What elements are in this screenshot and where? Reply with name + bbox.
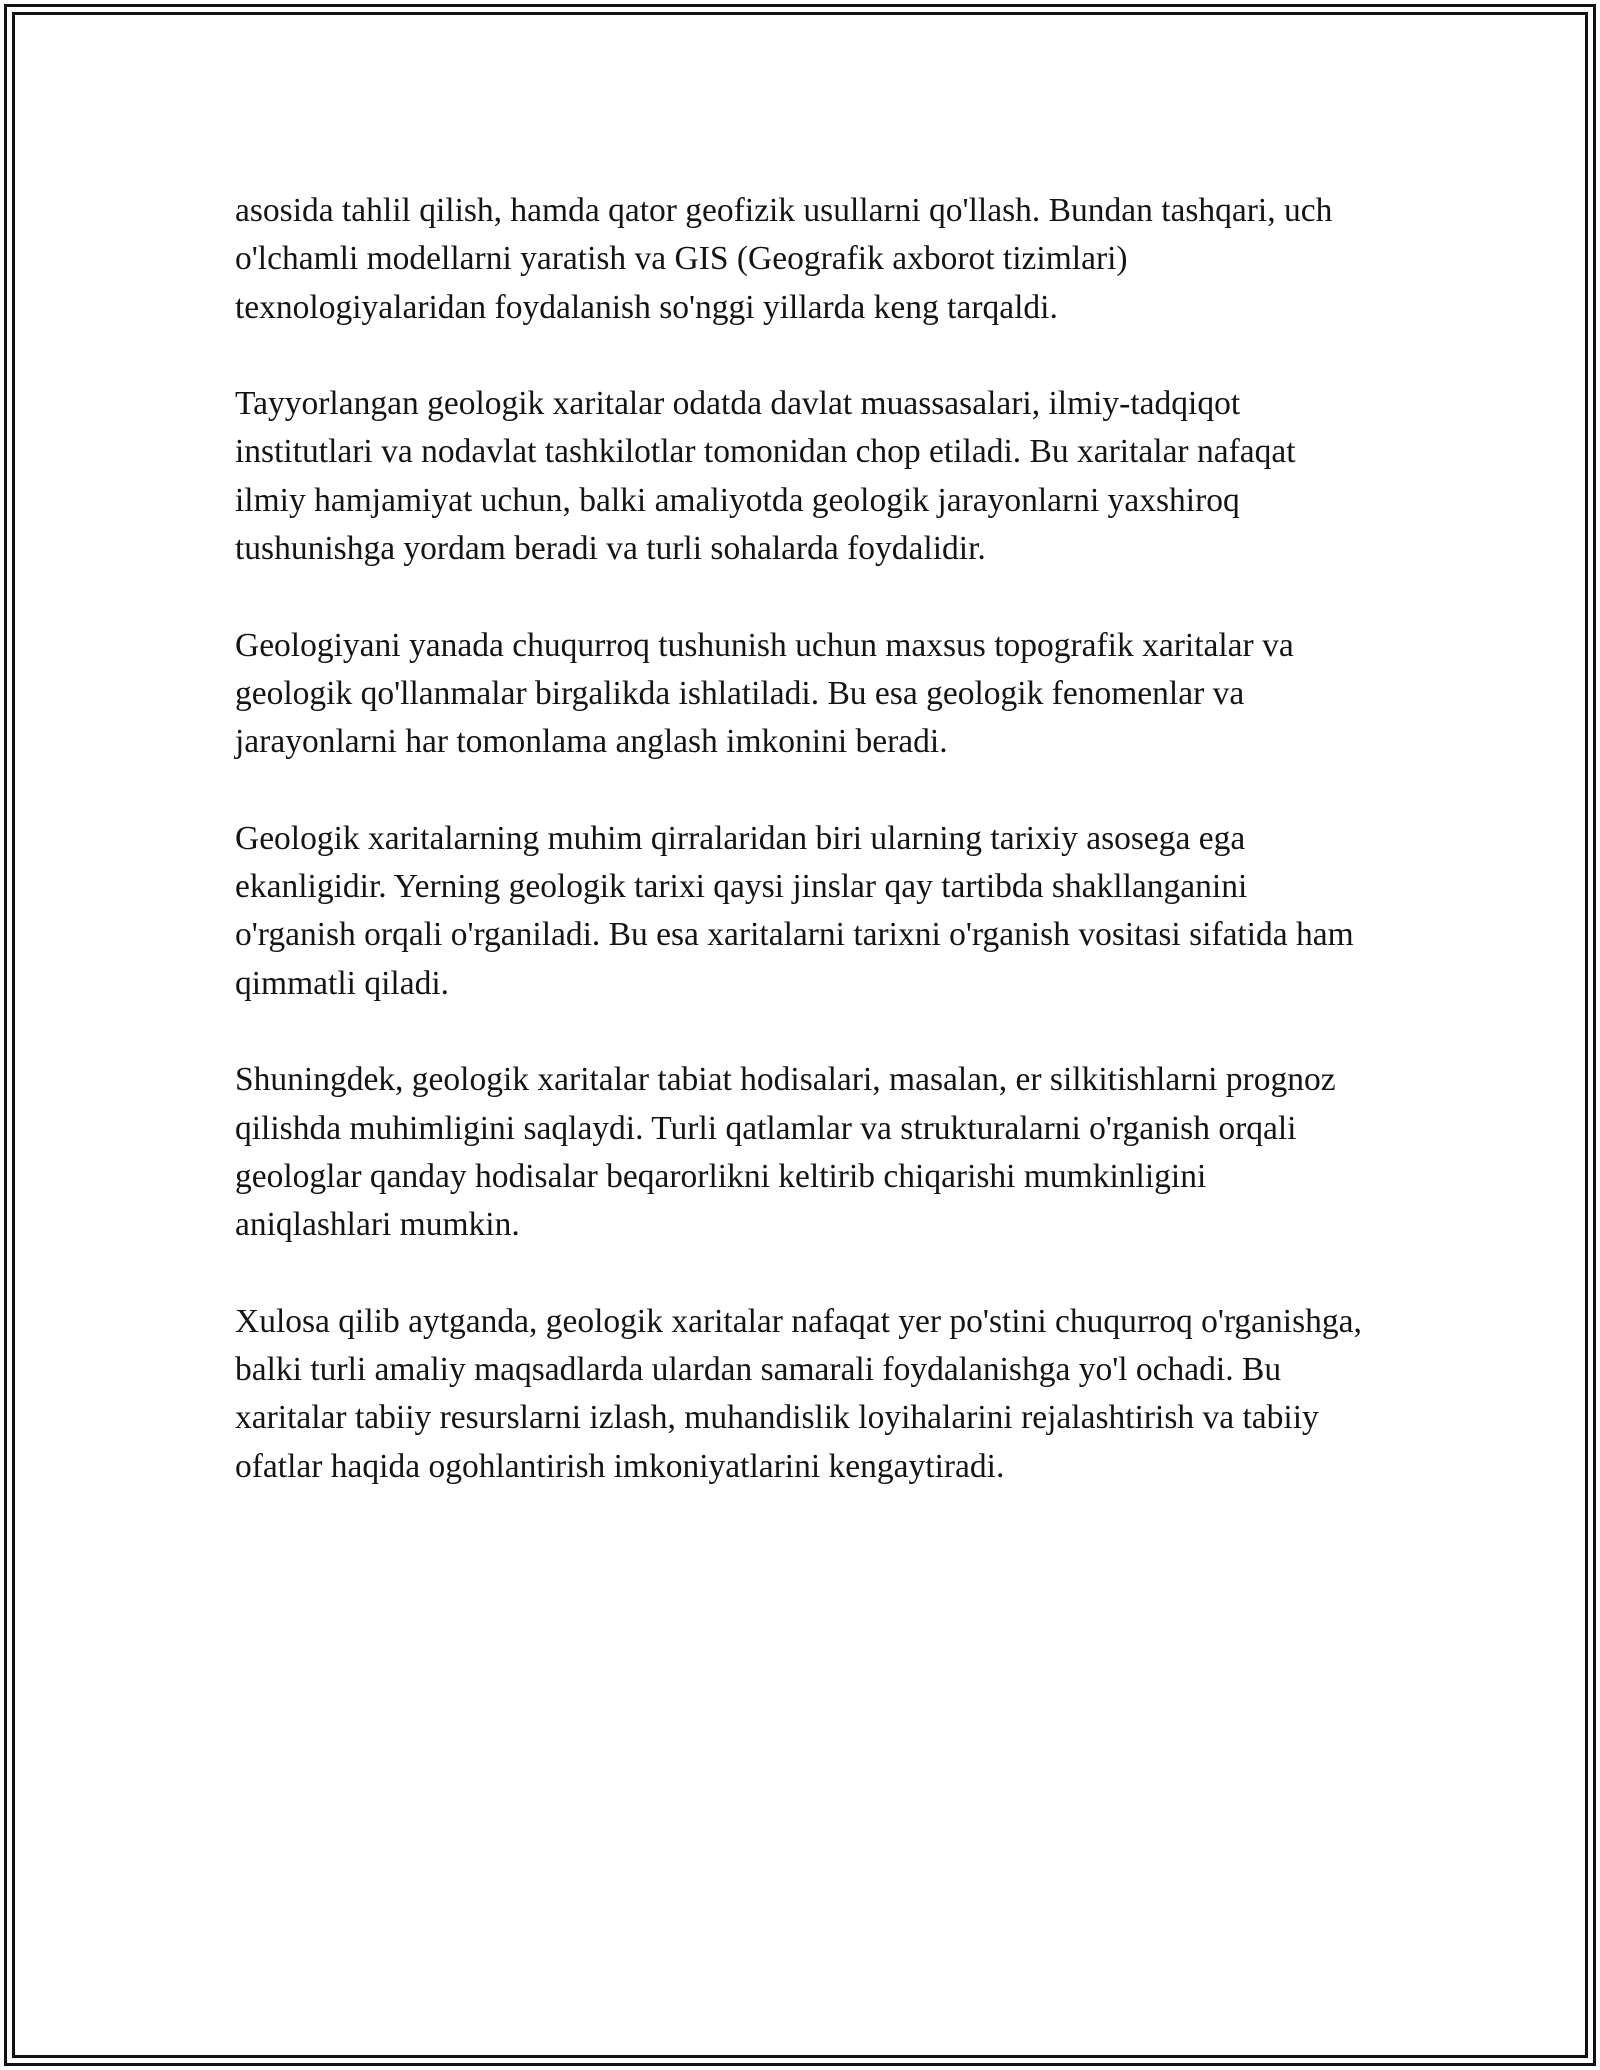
- paragraph-5: Shuningdek, geologik xaritalar tabiat hodisalari, masalan, er silkitishlarni prognoz qilishda muhimligini saqlaydi. Turli qatlamlar va strukturalarni o'rganish orqali geologlar qanday hodisalar beqarorlikni keltirib chiqarishi mumkinligini aniqlashlari mumkin.: [235, 1061, 1336, 1244]
- paragraph-1: asosida tahlil qilish, hamda qator geofizik usullarni qo'llash. Bundan tashqari, uch o'lchamli modellarni yaratish va GIS (Geografik axborot tizimlari) texnologiyalaridan foydalanish so'nggi yillarda keng tarqaldi.: [235, 192, 1333, 326]
- paragraph-3: Geologiyani yanada chuqurroq tushunish uchun maxsus topografik xaritalar va geologik qo'llanmalar birgalikda ishlatiladi. Bu esa geologik fenomenlar va jarayonlarni har tomonlama anglash imkonini beradi.: [235, 626, 1294, 761]
- paragraph-2: Tayyorlangan geologik xaritalar odatda davlat muassasalari, ilmiy-tadqiqot institutlari va nodavlat tashkilotlar tomonidan chop etiladi. Bu xaritalar nafaqat ilmiy hamjamiyat uchun, balki amaliyotda geologik jarayonlarni yaxshiroq tushunishga yordam beradi va turli sohalarda foydalidir.: [235, 385, 1296, 568]
- paragraph-6: Xulosa qilib aytganda, geologik xaritalar nafaqat yer po'stini chuqurroq o'rganishga, balki turli amaliy maqsadlarda ulardan samarali foydalanishga yo'l ochadi. Bu xaritalar tabiiy resurslarni izlash, muhandislik loyihalarini rejalashtirish va tabiiy ofatlar haqida ogohlantirish imkoniyatlarini kengaytiradi.: [235, 1302, 1362, 1485]
- paragraph-4: Geologik xaritalarning muhim qirralaridan biri ularning tarixiy asosega ega ekanligidir. Yerning geologik tarixi qaysi jinslar qay tartibda shakllanganini o'rganish orqali o'rganiladi. Bu esa xaritalarni tarixni o'rganish vositasi sifatida ham qimmatli qiladi.: [235, 819, 1354, 1002]
- document-body: [235, 187, 1365, 1491]
